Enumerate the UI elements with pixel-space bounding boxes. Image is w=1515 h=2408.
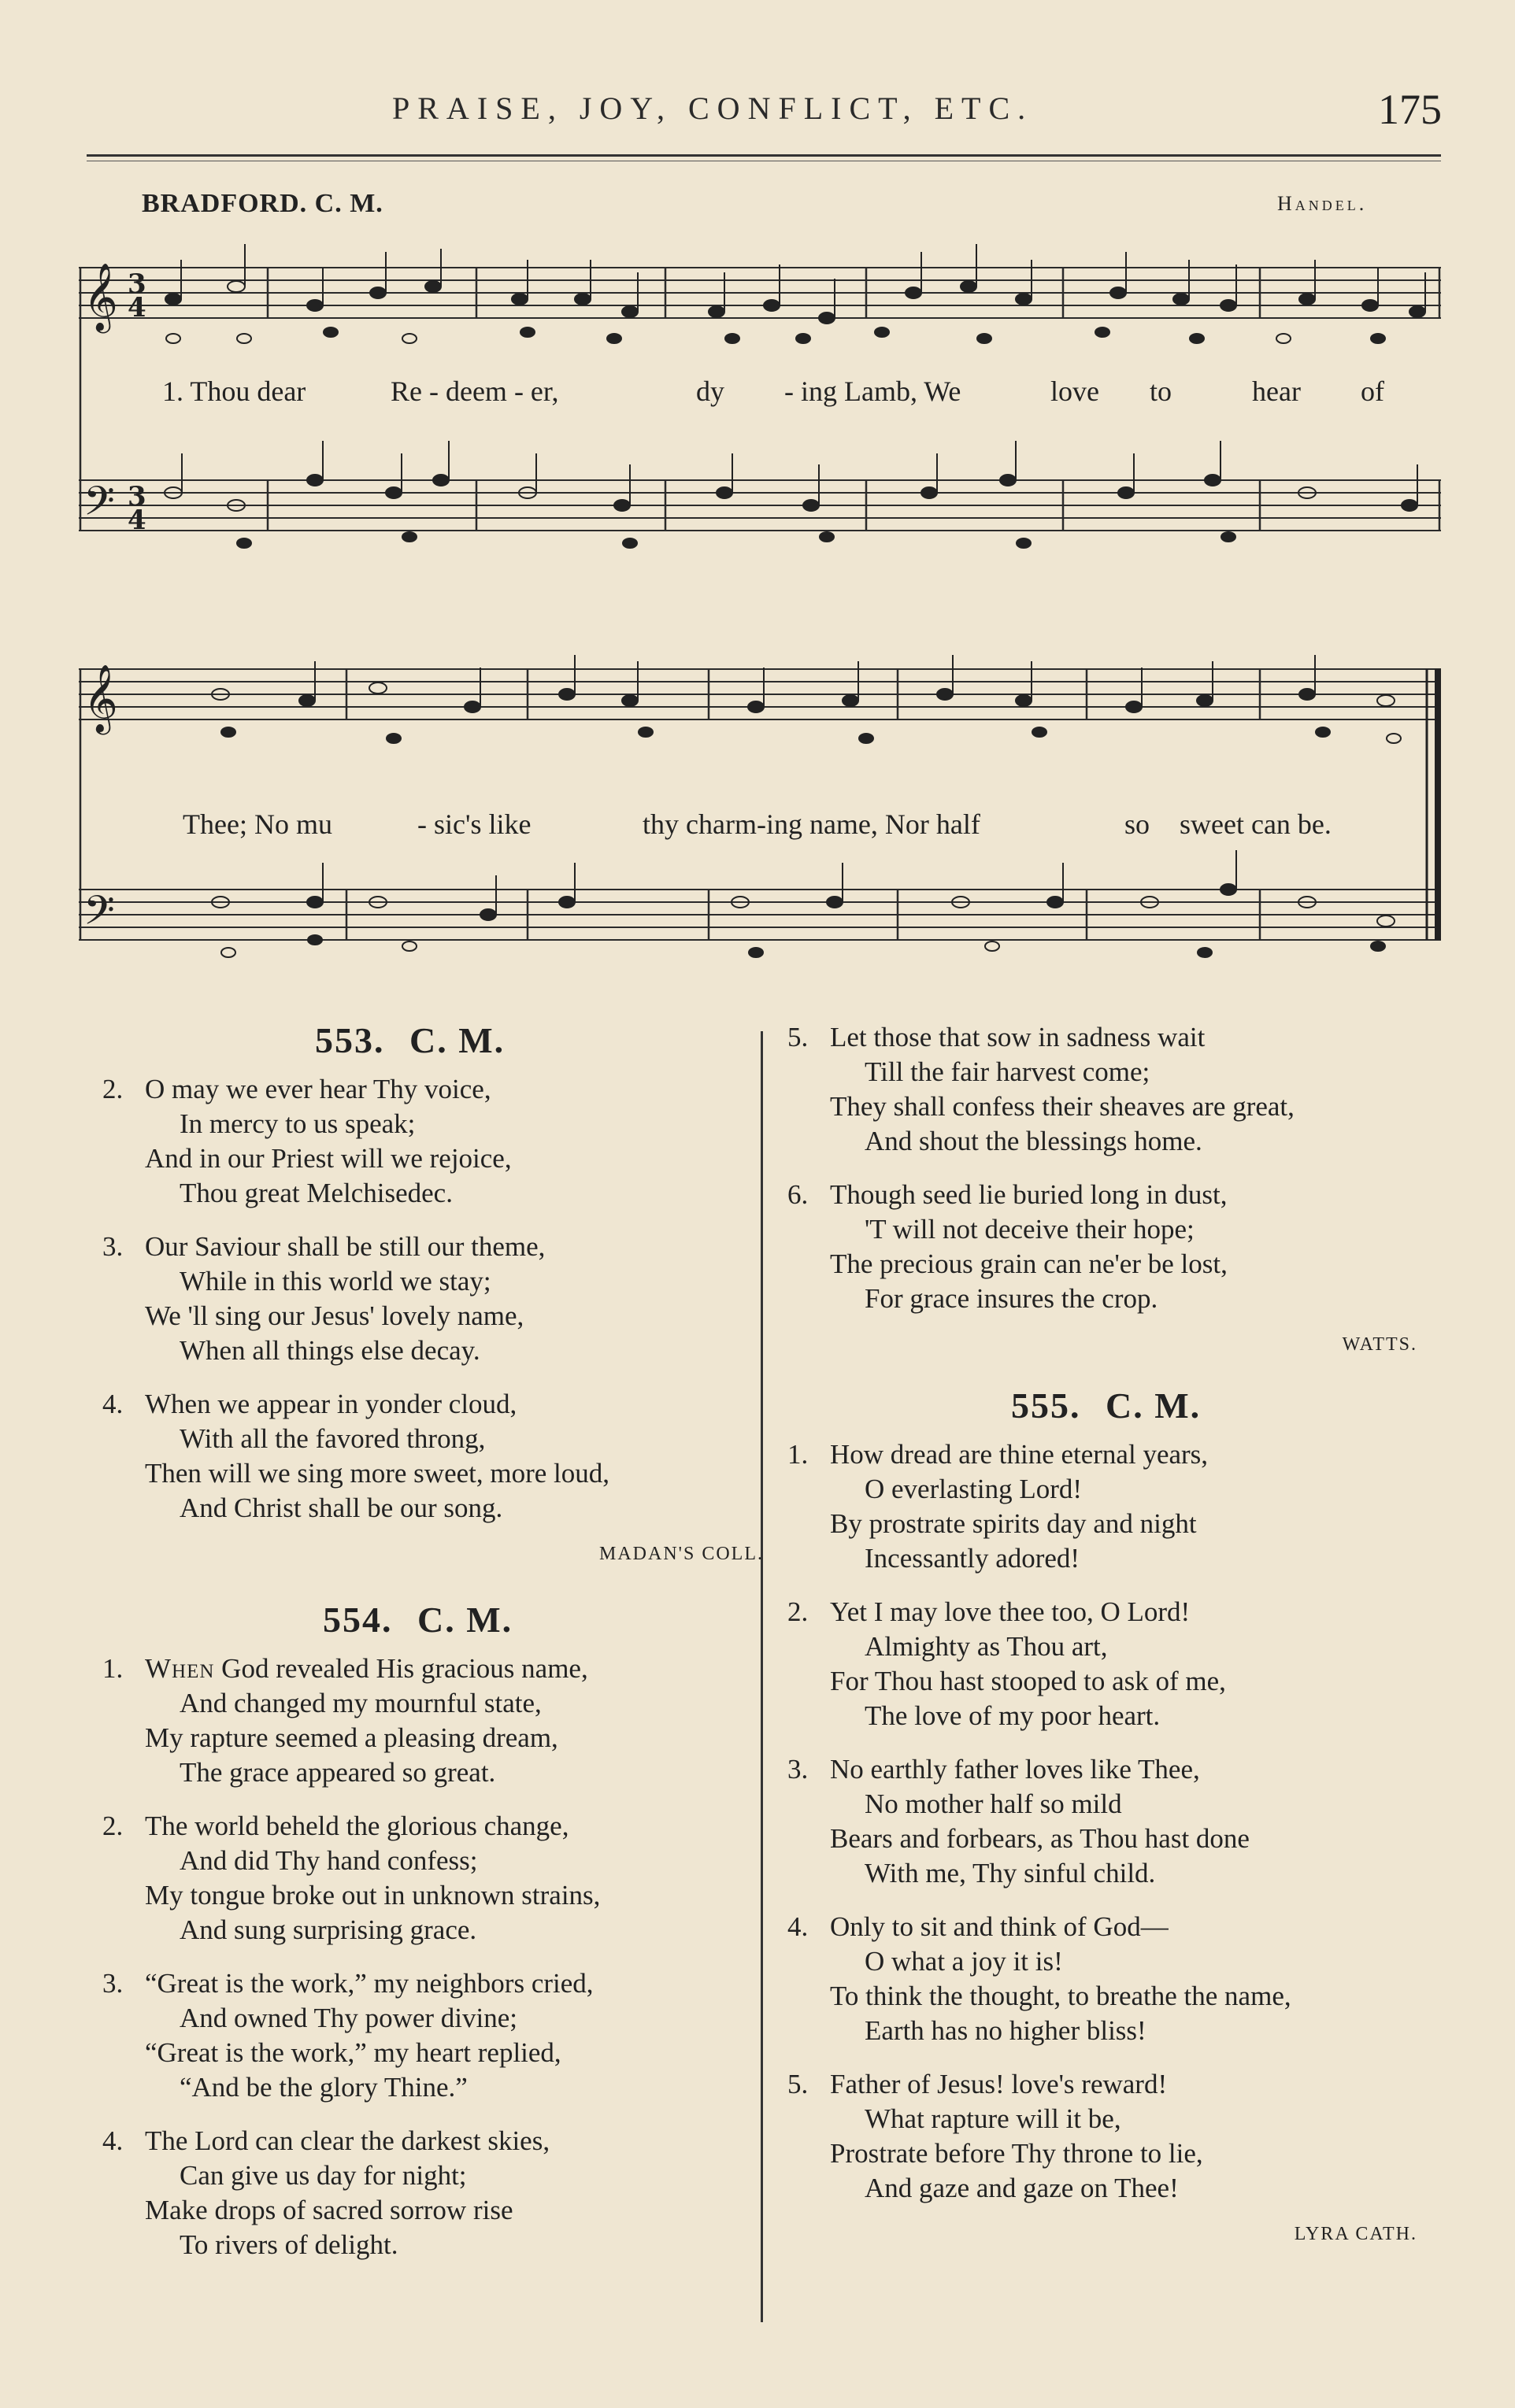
lyric-1-3: dy (696, 375, 724, 407)
verse-number: 5. (787, 1022, 809, 1052)
verse-line: The grace appeared so great. (180, 1757, 496, 1788)
verse-line: And gaze and gaze on Thee! (865, 2173, 1179, 2203)
verse-line: And shout the blessings home. (865, 1126, 1202, 1156)
notes-bass (212, 850, 1395, 957)
verse-line: And in our Priest will we rejoice, (145, 1143, 512, 1174)
time-signature (128, 268, 146, 536)
verse-line: O what a joy it is! (865, 1946, 1063, 1977)
verse-line: When we appear in yonder cloud, (145, 1389, 517, 1419)
bass-clef-icon: 𝄢 (83, 477, 115, 534)
verse-line: The Lord can clear the darkest skies, (145, 2125, 550, 2156)
header-rule (87, 154, 1441, 157)
composer-name: Handel. (1277, 192, 1368, 215)
verse (787, 1437, 1465, 1576)
verse-number: 3. (102, 1231, 124, 1262)
verse-line: My rapture seemed a pleasing dream, (145, 1722, 558, 1753)
treble-clef-icon: 𝄞 (83, 263, 118, 331)
lyric-2-4: so (1124, 808, 1150, 840)
hymn-heading-553 (102, 1020, 764, 1060)
verse (787, 1020, 1465, 1159)
treble-clef-icon: 𝄞 (83, 664, 118, 732)
verse-line: The world beheld the glorious change, (145, 1811, 569, 1841)
verse (102, 2124, 764, 2262)
lyric-2-3: thy charm-ing name, Nor half (643, 808, 980, 840)
running-title: PRAISE, JOY, CONFLICT, ETC. (392, 91, 1034, 126)
svg-text:4: 4 (128, 505, 146, 536)
verse-line: O may we ever hear Thy voice, (145, 1074, 491, 1104)
hymn-meter: C. M. (409, 1020, 506, 1060)
verse (787, 1178, 1465, 1316)
verse-number: 2. (102, 1811, 124, 1841)
verse-number: 4. (787, 1911, 809, 1942)
hymn-number: 553. (315, 1020, 385, 1060)
verse-line: Till the fair harvest come; (865, 1056, 1150, 1087)
lyric-1-1: 1. Thou dear (162, 375, 306, 407)
verse-line: The love of my poor heart. (865, 1700, 1161, 1731)
verse-line: By prostrate spirits day and night (830, 1508, 1197, 1539)
bass-clef-icon: 𝄢 (83, 886, 115, 944)
notes-treble (165, 244, 1425, 324)
verse-line: To rivers of delight. (180, 2229, 398, 2260)
hymn-meter: C. M. (1106, 1385, 1202, 1426)
verse-line: With me, Thy sinful child. (865, 1858, 1156, 1888)
lyric-1-6: to (1150, 375, 1172, 407)
verse-line: Prostrate before Thy throne to lie, (830, 2138, 1203, 2169)
verse-line: And Christ shall be our song. (180, 1493, 503, 1523)
left-column (102, 1020, 764, 2281)
verse-line: 'T will not deceive their hope; (865, 1214, 1195, 1245)
verse (102, 1809, 764, 1947)
verse-line: “Great is the work,” my heart replied, (145, 2037, 561, 2068)
svg-text:3: 3 (128, 268, 146, 300)
lyric-2-1: Thee; No mu (183, 808, 332, 840)
verse-line: With all the favored throng, (180, 1423, 486, 1454)
verse-line: Almighty as Thou art, (865, 1631, 1108, 1662)
verse-line: Bears and forbears, as Thou hast done (830, 1823, 1250, 1854)
verse-number: 3. (787, 1754, 809, 1785)
verse (102, 1387, 764, 1526)
notes-treble-lower (166, 327, 1385, 343)
verse-line: How dread are thine eternal years, (830, 1439, 1209, 1470)
verse-line: Let those that sow in sadness wait (830, 1022, 1206, 1052)
verse-line: They shall confess their sheaves are great, (830, 1091, 1295, 1122)
verse-number: 4. (102, 2125, 124, 2156)
verse-number: 4. (102, 1389, 124, 1419)
svg-text:3: 3 (128, 481, 146, 512)
verse-line: Can give us day for night; (180, 2160, 467, 2191)
right-column (787, 1020, 1465, 2275)
verse-number: 1. (787, 1439, 809, 1470)
verse-line: For grace insures the crop. (865, 1283, 1158, 1314)
attribution: WATTS. (1342, 1334, 1417, 1355)
verse-line: And sung surprising grace. (180, 1914, 477, 1945)
verse-line: While in this world we stay; (180, 1266, 491, 1296)
verse (787, 1752, 1465, 1891)
verse-number: 6. (787, 1179, 809, 1210)
verse-line: When all things else decay. (180, 1335, 480, 1366)
page-number: 175 (1378, 86, 1442, 133)
hymn-number: 554. (323, 1600, 393, 1640)
verse-line: To think the thought, to breathe the name, (830, 1981, 1291, 2011)
hymn-meter: C. M. (417, 1600, 513, 1640)
verse-line: My tongue broke out in unknown strains, (145, 1880, 601, 1910)
verse-line (102, 1652, 764, 1686)
verse-line: Earth has no higher bliss! (865, 2015, 1146, 2046)
notes-treble (212, 655, 1401, 743)
hymn-heading-555 (787, 1385, 1465, 1426)
verse-line: No earthly father loves like Thee, (830, 1754, 1200, 1785)
verse-line: Thou great Melchisedec. (180, 1178, 453, 1208)
verse-line-rest: God revealed His gracious name, (214, 1653, 588, 1684)
verse (787, 2067, 1465, 2206)
verse-number: 2. (102, 1074, 124, 1104)
first-word: When (145, 1653, 215, 1684)
bar-lines (80, 669, 1260, 940)
verse (787, 1910, 1465, 2048)
verse (787, 1595, 1465, 1733)
verse-line: “Great is the work,” my neighbors cried, (145, 1968, 594, 1999)
verse-number: 1. (102, 1653, 124, 1684)
bass-staff (79, 890, 1441, 940)
verse (102, 1652, 764, 1790)
bass-staff (79, 480, 1441, 531)
notes-bass (165, 441, 1417, 548)
verse-line: We 'll sing our Jesus' lovely name, (145, 1300, 524, 1331)
hymn-heading-554 (102, 1600, 764, 1640)
verse-line: “And be the glory Thine.” (180, 2072, 468, 2103)
verse-line: Then will we sing more sweet, more loud, (145, 1458, 610, 1489)
lyric-2-5: sweet can be. (1180, 808, 1332, 840)
lyric-1-4: - ing Lamb, We (784, 375, 961, 407)
verse-line: Our Saviour shall be still our theme, (145, 1231, 546, 1262)
verse-number: 5. (787, 2069, 809, 2099)
verse-line: Yet I may love thee too, O Lord! (830, 1596, 1191, 1627)
verse-number: 3. (102, 1968, 124, 1999)
verse-line: Father of Jesus! love's reward! (830, 2069, 1168, 2099)
lyric-1-2: Re - deem - er, (391, 375, 559, 407)
verse-line: In mercy to us speak; (180, 1108, 416, 1139)
hymn-number: 555. (1011, 1385, 1081, 1426)
verse (102, 1966, 764, 2105)
final-barline (1427, 669, 1438, 940)
verse (102, 1072, 764, 1211)
verse-line: Only to sit and think of God— (830, 1911, 1169, 1942)
verse-line: For Thou hast stooped to ask of me, (830, 1666, 1226, 1696)
lyric-1-7: hear (1252, 375, 1301, 407)
lyric-1-5: love (1050, 375, 1099, 407)
lyric-1-8: of (1361, 375, 1384, 407)
verse-line: The precious grain can ne'er be lost, (830, 1248, 1228, 1279)
verse-line: Incessantly adored! (865, 1543, 1080, 1574)
lyric-2-2: - sic's like (417, 808, 532, 840)
verse-line: Though seed lie buried long in dust, (830, 1179, 1228, 1210)
running-head (0, 85, 1515, 132)
verse-number: 2. (787, 1596, 809, 1627)
attribution: MADAN'S COLL. (599, 1544, 764, 1564)
tune-name: BRADFORD. C. M. (142, 189, 383, 218)
svg-text:4: 4 (128, 292, 146, 324)
verse-line: And owned Thy power divine; (180, 2003, 518, 2033)
verse-line: O everlasting Lord! (865, 1474, 1083, 1504)
verse-line: And changed my mournful state, (180, 1688, 542, 1718)
attribution: LYRA CATH. (1294, 2224, 1417, 2244)
verse-line: No mother half so mild (865, 1788, 1122, 1819)
verse-line: What rapture will it be, (865, 2103, 1121, 2134)
verse-line: And did Thy hand confess; (180, 1845, 478, 1876)
verse-line: Make drops of sacred sorrow rise (145, 2195, 513, 2225)
verse (102, 1230, 764, 1368)
